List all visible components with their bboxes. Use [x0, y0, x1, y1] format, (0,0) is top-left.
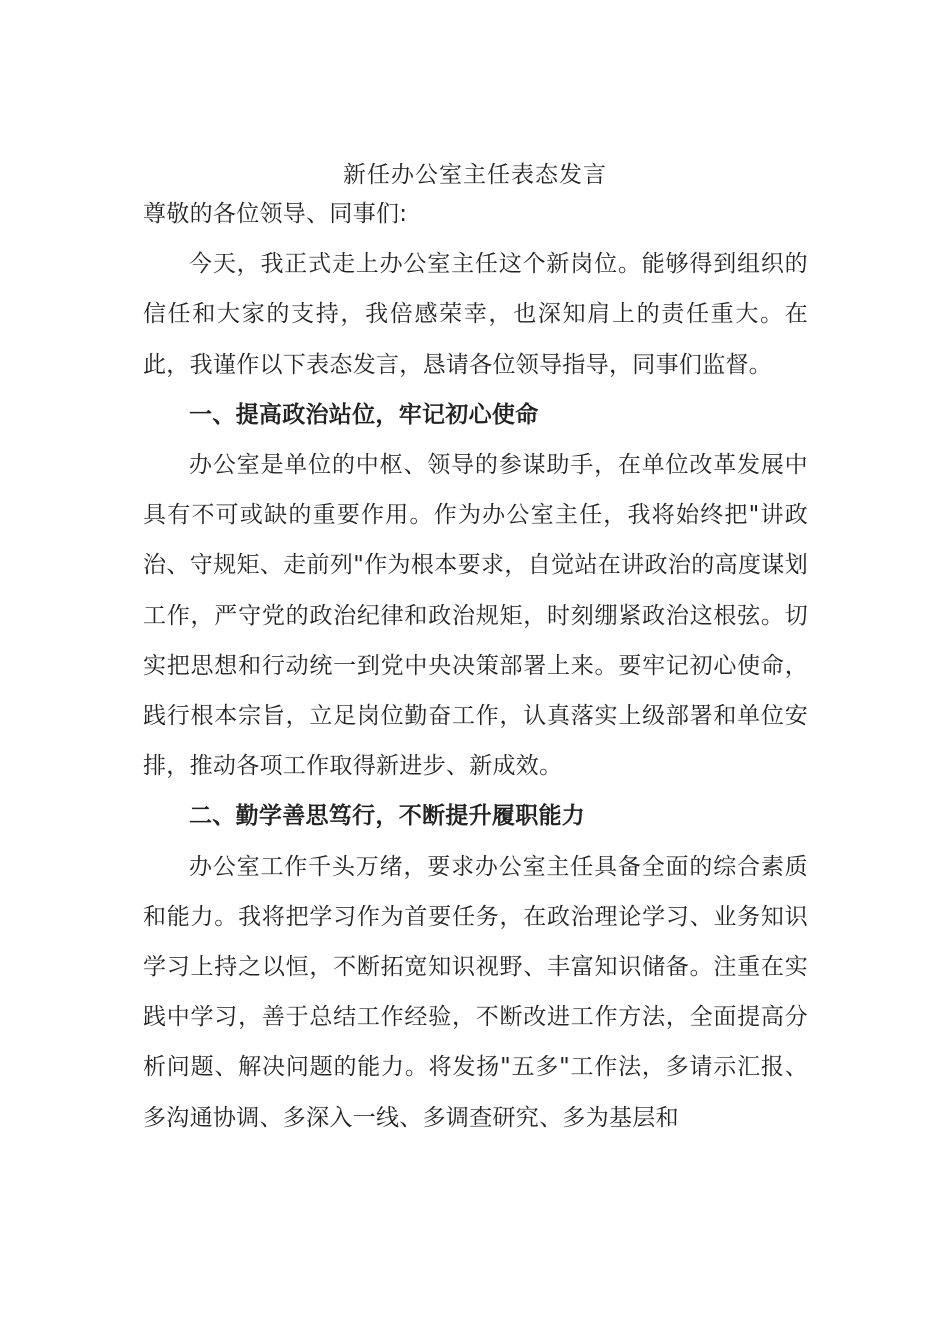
document-body	[143, 189, 808, 1143]
section-1-paragraph: 办公室是单位的中枢、领导的参谋助手，在单位改革发展中具有不可或缺的重要作用。作为办公室主任，我将始终把"讲政治、守规矩、走前列"作为根本要求，自觉站在讲政治的高度谋划工作，严守党的政治纪律和政治规矩，时刻绷紧政治这根弦。切实把思想和行动统一到党中央决策部署上来。要牢记初心使命，践行根本宗旨，立足岗位勤奋工作，认真落实上级部署和单位安排，推动各项工作取得新进步、新成效。	[143, 452, 808, 780]
section-heading-2: 二、勤学善思笃行，不断提升履职能力	[189, 803, 586, 830]
section-2-paragraph: 办公室工作千头万绪，要求办公室主任具备全面的综合素质和能力。我将把学习作为首要任务，在政治理论学习、业务知识学习上持之以恒，不断拓宽知识视野、丰富知识储备。注重在实践中学习，善于总结工作经验，不断改进工作方法，全面提高分析问题、解决问题的能力。将发扬"五多"工作法，多请示汇报、多沟通协调、多深入一线、多调查研究、多为基层和	[143, 853, 808, 1131]
section-heading-1: 一、提高政治站位，牢记初心使命	[189, 401, 539, 428]
salutation: 尊敬的各位领导、同事们:	[143, 201, 408, 227]
intro-paragraph: 今天，我正式走上办公室主任这个新岗位。能够得到组织的信任和大家的支持，我倍感荣幸，也深知肩上的责任重大。在此，我谨作以下表态发言，恳请各位领导指导，同事们监督。	[143, 251, 808, 378]
document-title: 新任办公室主任表态发言	[343, 162, 607, 188]
